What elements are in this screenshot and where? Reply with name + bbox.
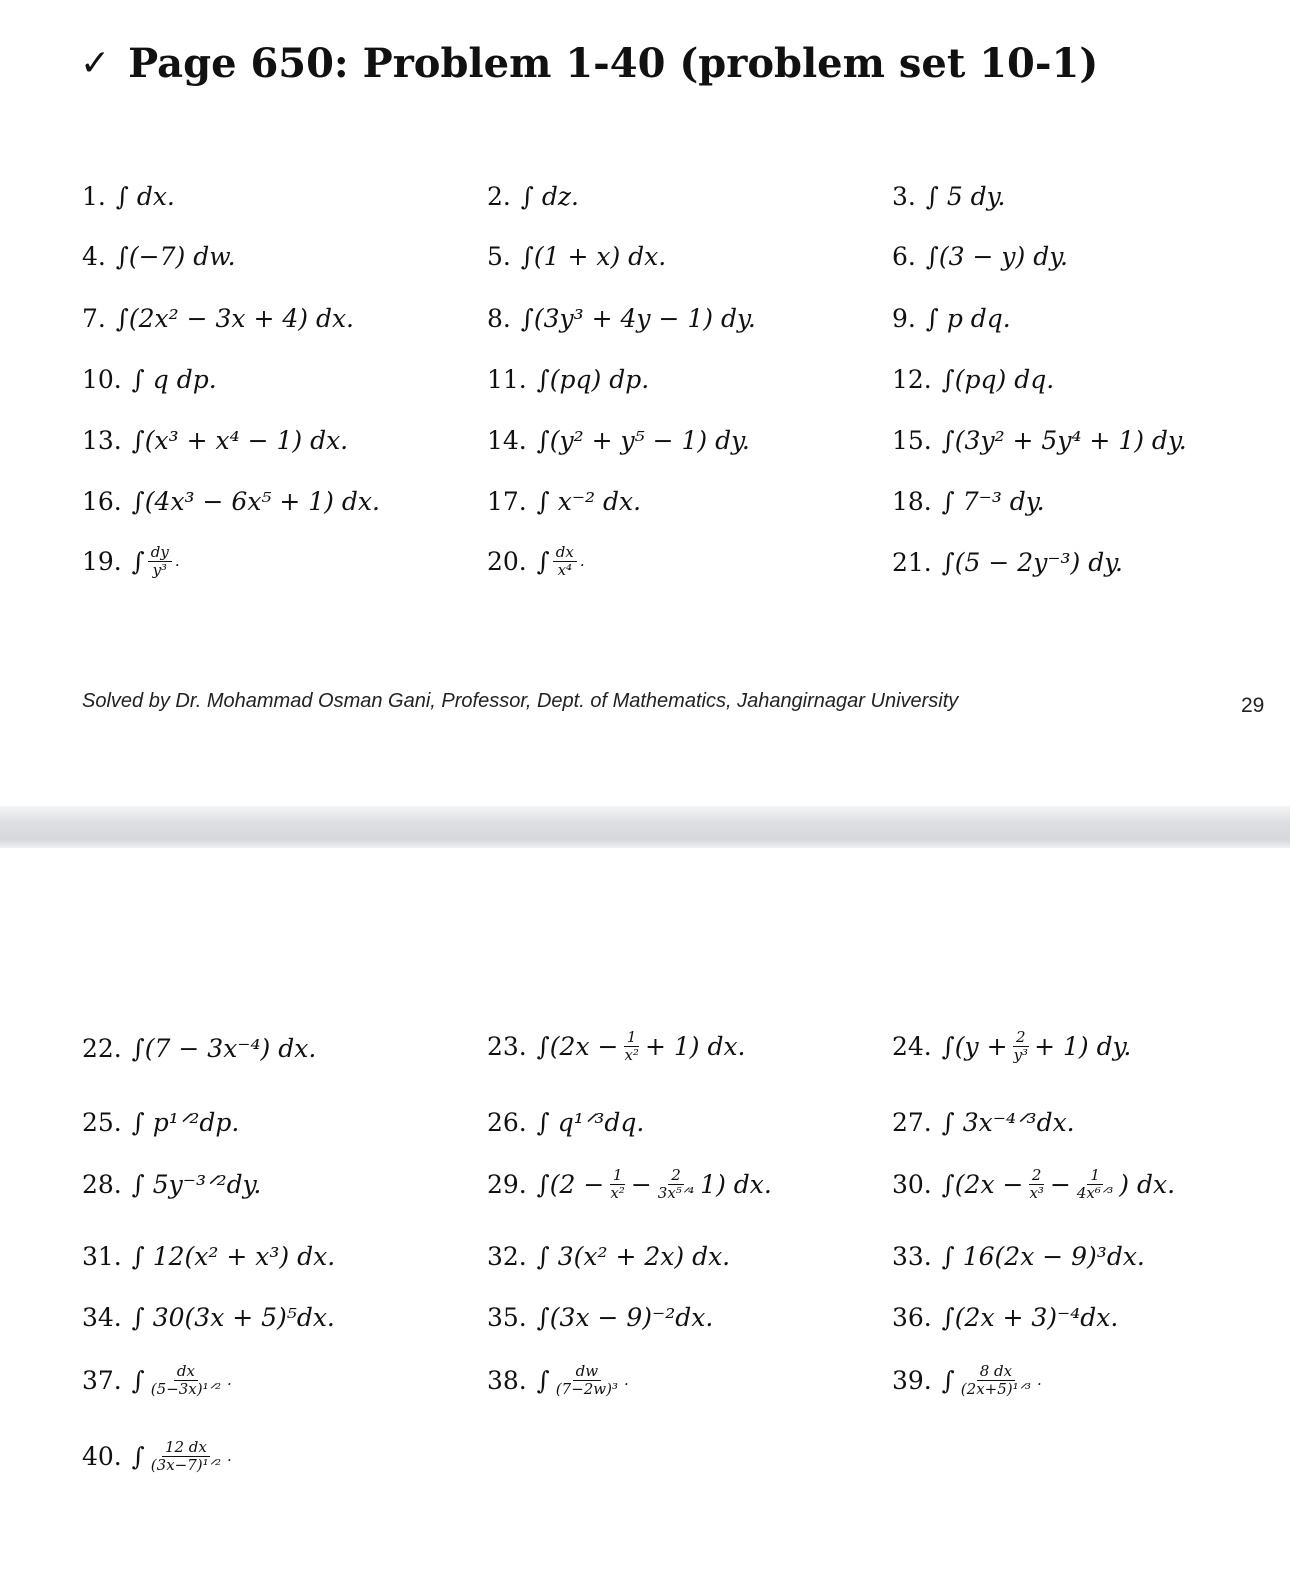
problem-26: 26. ∫ q¹ᐟ³dq.	[487, 1108, 645, 1137]
problem-3: 3. ∫ 5 dy.	[892, 182, 1006, 211]
fraction: $\frac{8 dx}{\text{(2x+5)¹ᐟ³}}$	[960, 1362, 1031, 1398]
problem-23: 23. ∫(2x − $\frac{1}{\text{x²}}$ + 1) dx.	[487, 1028, 746, 1064]
fraction: $\frac{2}{\text{x³}}$	[1029, 1166, 1044, 1202]
problem-7: 7. ∫(2x² − 3x + 4) dx.	[82, 304, 355, 333]
problem-11: 11. ∫(pq) dp.	[487, 365, 650, 394]
problem-22: 22. ∫(7 − 3x⁻⁴) dx.	[82, 1034, 317, 1063]
problem-4: 4. ∫(−7) dw.	[82, 242, 236, 271]
problem-5: 5. ∫(1 + x) dx.	[487, 242, 667, 271]
footer-credit: Solved by Dr. Mohammad Osman Gani, Professor, Dept. of Mathematics, Jahangirnagar University	[82, 690, 959, 712]
problem-39: 39. ∫ $\frac{8 dx}{\text{(2x+5)¹ᐟ³}}$ .	[892, 1362, 1042, 1398]
fraction: $\frac{1}{\text{x²}}$	[610, 1166, 625, 1202]
page-title	[80, 40, 1098, 87]
fraction: $\frac{12 dx}{\text{(3x−7)¹ᐟ²}}$	[150, 1438, 221, 1474]
title-text: Page 650: Problem 1-40 (problem set 10-1)	[128, 40, 1099, 87]
fraction: $\frac{dw}{\text{(7−2w)³}}$	[555, 1362, 619, 1398]
problem-32: 32. ∫ 3(x² + 2x) dx.	[487, 1242, 731, 1271]
problem-6: 6. ∫(3 − y) dy.	[892, 242, 1068, 271]
problem-9: 9. ∫ p dq.	[892, 304, 1011, 333]
fraction: $\frac{dy}{\text{y³}}$	[148, 545, 172, 578]
problem-31: 31. ∫ 12(x² + x³) dx.	[82, 1242, 336, 1271]
fraction: $\frac{dx}{\text{(5−3x)¹ᐟ²}}$	[150, 1362, 221, 1398]
fraction: $\frac{2}{\text{y³}}$	[1013, 1028, 1029, 1064]
fraction: $\frac{1}{\text{x²}}$	[624, 1028, 639, 1064]
fraction: $\frac{1}{\text{4x⁶ᐟ³}}$	[1076, 1166, 1114, 1202]
problem-2: 2. ∫ dz.	[487, 182, 579, 211]
problem-40: 40. ∫ $\frac{12 dx}{\text{(3x−7)¹ᐟ²}}$ .	[82, 1438, 232, 1474]
problem-21: 21. ∫(5 − 2y⁻³) dy.	[892, 548, 1123, 577]
problem-14: 14. ∫(y² + y⁵ − 1) dy.	[487, 426, 750, 455]
problem-38: 38. ∫ $\frac{dw}{\text{(7−2w)³}}$ .	[487, 1362, 629, 1398]
problem-12: 12. ∫(pq) dq.	[892, 365, 1055, 394]
fraction: $\frac{2}{\text{3x⁵ᐟ⁴}}$	[657, 1166, 695, 1202]
page-number: 29	[1241, 694, 1265, 717]
problem-16: 16. ∫(4x³ − 6x⁵ + 1) dx.	[82, 487, 380, 516]
problem-18: 18. ∫ 7⁻³ dy.	[892, 487, 1045, 516]
problem-35: 35. ∫(3x − 9)⁻²dx.	[487, 1303, 714, 1332]
problem-8: 8. ∫(3y³ + 4y − 1) dy.	[487, 304, 756, 333]
problem-13: 13. ∫(x³ + x⁴ − 1) dx.	[82, 426, 349, 455]
problem-17: 17. ∫ x⁻² dx.	[487, 487, 642, 516]
page-2	[0, 848, 1290, 1580]
problem-36: 36. ∫(2x + 3)⁻⁴dx.	[892, 1303, 1119, 1332]
problem-20: 20. ∫ $\frac{dx}{\text{x⁴}}$ .	[487, 543, 585, 579]
problem-33: 33. ∫ 16(2x − 9)³dx.	[892, 1242, 1145, 1271]
problem-27: 27. ∫ 3x⁻⁴ᐟ³dx.	[892, 1108, 1075, 1137]
problem-19: 19. ∫ $\frac{dy}{\text{y³}}$ .	[82, 543, 180, 579]
problem-28: 28. ∫ 5y⁻³ᐟ²dy.	[82, 1170, 262, 1199]
problem-10: 10. ∫ q dp.	[82, 365, 217, 394]
problem-34: 34. ∫ 30(3x + 5)⁵dx.	[82, 1303, 335, 1332]
problem-1: 1. ∫ dx.	[82, 182, 175, 211]
problem-30: 30. ∫(2x − $\frac{2}{\text{x³}}$ − $\frac{1}{\text{4x⁶ᐟ³}}$ ) dx.	[892, 1166, 1176, 1202]
problem-24: 24. ∫(y + $\frac{2}{\text{y³}}$ + 1) dy.	[892, 1028, 1132, 1064]
problem-15: 15. ∫(3y² + 5y⁴ + 1) dy.	[892, 426, 1187, 455]
page-separator	[0, 806, 1290, 848]
problem-25: 25. ∫ p¹ᐟ²dp.	[82, 1108, 240, 1137]
fraction: $\frac{dx}{\text{x⁴}}$	[553, 545, 577, 578]
problem-29: 29. ∫(2 − $\frac{1}{\text{x²}}$ − $\frac{2}{\text{3x⁵ᐟ⁴}}$ 1) dx.	[487, 1166, 772, 1202]
checkmark-icon: ✓	[80, 43, 111, 84]
problem-37: 37. ∫ $\frac{dx}{\text{(5−3x)¹ᐟ²}}$ .	[82, 1362, 232, 1398]
